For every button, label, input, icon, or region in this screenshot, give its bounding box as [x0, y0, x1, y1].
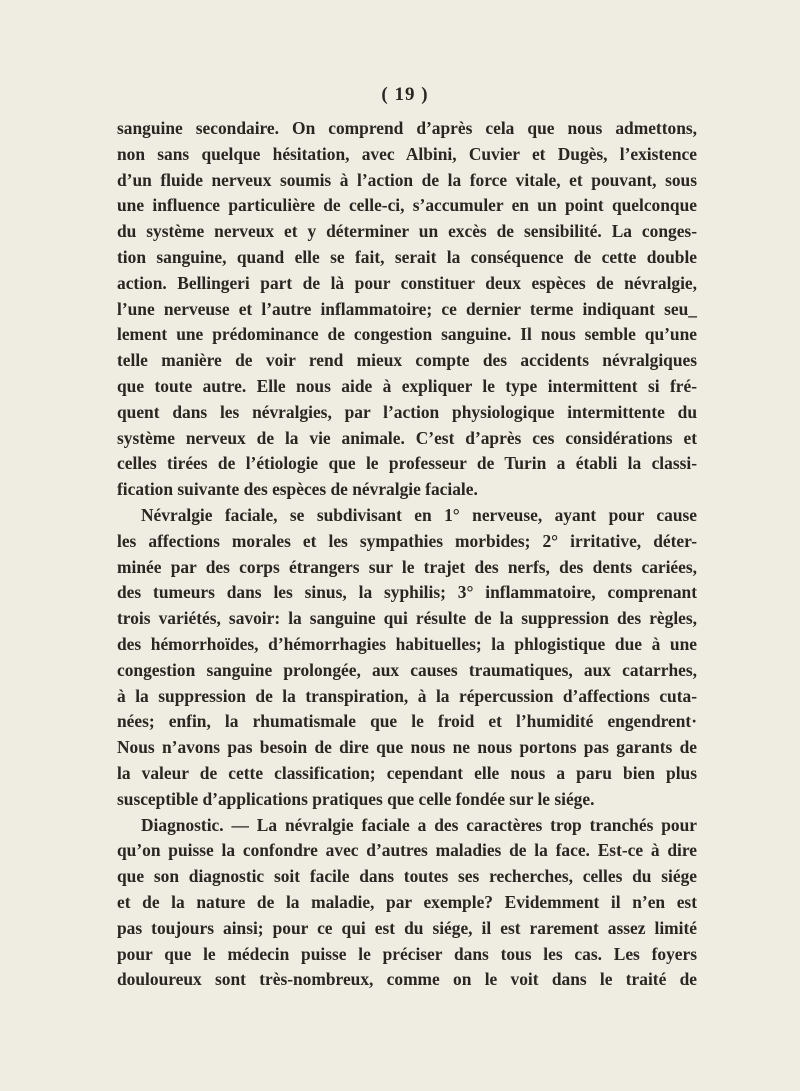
text-line: pas toujours ainsi; pour ce qui est du siége, il est rarement assez limité: [117, 917, 697, 938]
text-line: telle manière de voir rend mieux compte des accidents névralgiques: [117, 350, 697, 371]
text-line: celles tirées de l’étiologie que le professeur de Turin a établi la classi-: [117, 453, 697, 474]
text-line: minée par des corps étrangers sur le trajet des nerfs, des dents cariées,: [117, 556, 697, 577]
text-line: congestion sanguine prolongée, aux causes traumatiques, aux catarrhes,: [117, 659, 697, 680]
text-line: du système nerveux et y déterminer un excès de sensibilité. La conges-: [117, 221, 697, 242]
body-text: [117, 116, 697, 993]
text-line: les affections morales et les sympathies morbides; 2° irritative, déter-: [117, 530, 697, 551]
text-line: sanguine secondaire. On comprend d’après cela que nous admettons,: [117, 118, 697, 138]
text-line: fication suivante des espèces de névralgie faciale.: [117, 479, 478, 500]
text-line: non sans quelque hésitation, avec Albini, Cuvier et Dugès, l’existence: [117, 143, 697, 164]
text-line: et de la nature de la maladie, par exemple? Evidemment il n’en est: [117, 891, 697, 912]
text-line: des hémorrhoïdes, d’hémorrhagies habituelles; la phlogistique due à une: [117, 633, 697, 654]
text-line: susceptible d’applications pratiques que celle fondée sur le siége.: [117, 788, 595, 809]
text-line: l’une nerveuse et l’autre inflammatoire; ce dernier terme indiquant seu_: [117, 298, 697, 319]
text-line: la valeur de cette classification; cependant elle nous a paru bien plus: [117, 762, 697, 783]
text-line: d’un fluide nerveux soumis à l’action de la force vitale, et pouvant, sous: [117, 169, 697, 190]
text-line: quent dans les névralgies, par l’action physiologique intermittente du: [117, 401, 697, 422]
paragraph: [117, 503, 697, 813]
text-line: lement une prédominance de congestion sanguine. Il nous semble qu’une: [117, 324, 697, 345]
text-line: Nous n’avons pas besoin de dire que nous ne nous portons pas garants de: [117, 737, 697, 758]
text-line: des tumeurs dans les sinus, la syphilis; 3° inflammatoire, comprenant: [117, 582, 697, 603]
text-line: que son diagnostic soit facile dans toutes ses recherches, celles du siége: [117, 866, 697, 887]
text-line: Diagnostic. — La névralgie faciale a des caractères trop tranchés pour: [141, 814, 697, 835]
page-number: ( 19 ): [381, 84, 429, 105]
text-line: trois variétés, savoir: la sanguine qui résulte de la suppression des règles,: [117, 608, 697, 629]
text-line: action. Bellingeri part de là pour constituer deux espèces de névralgie,: [117, 272, 697, 293]
text-line: nées; enfin, la rhumatismale que le froid et l’humidité engendrent·: [117, 711, 697, 732]
paragraph: [117, 116, 697, 503]
text-line: système nerveux de la vie animale. C’est d’après ces considérations et: [117, 427, 697, 448]
text-line: à la suppression de la transpiration, à la répercussion d’affections cuta-: [117, 685, 697, 706]
text-line: que toute autre. Elle nous aide à expliquer le type intermittent si fré-: [117, 375, 697, 396]
text-line: douloureux sont très-nombreux, comme on le voit dans le traité de: [117, 969, 697, 990]
text-line: Névralgie faciale, se subdivisant en 1° nerveuse, ayant pour cause: [141, 504, 697, 525]
paragraph: [117, 813, 697, 994]
text-line: qu’on puisse la confondre avec d’autres maladies de la face. Est-ce à dire: [117, 840, 697, 861]
text-line: pour que le médecin puisse le préciser dans tous les cas. Les foyers: [117, 943, 697, 964]
text-line: tion sanguine, quand elle se fait, serait la conséquence de cette double: [117, 246, 697, 267]
text-line: une influence particulière de celle-ci, s’accumuler en un point quelconque: [117, 195, 697, 216]
